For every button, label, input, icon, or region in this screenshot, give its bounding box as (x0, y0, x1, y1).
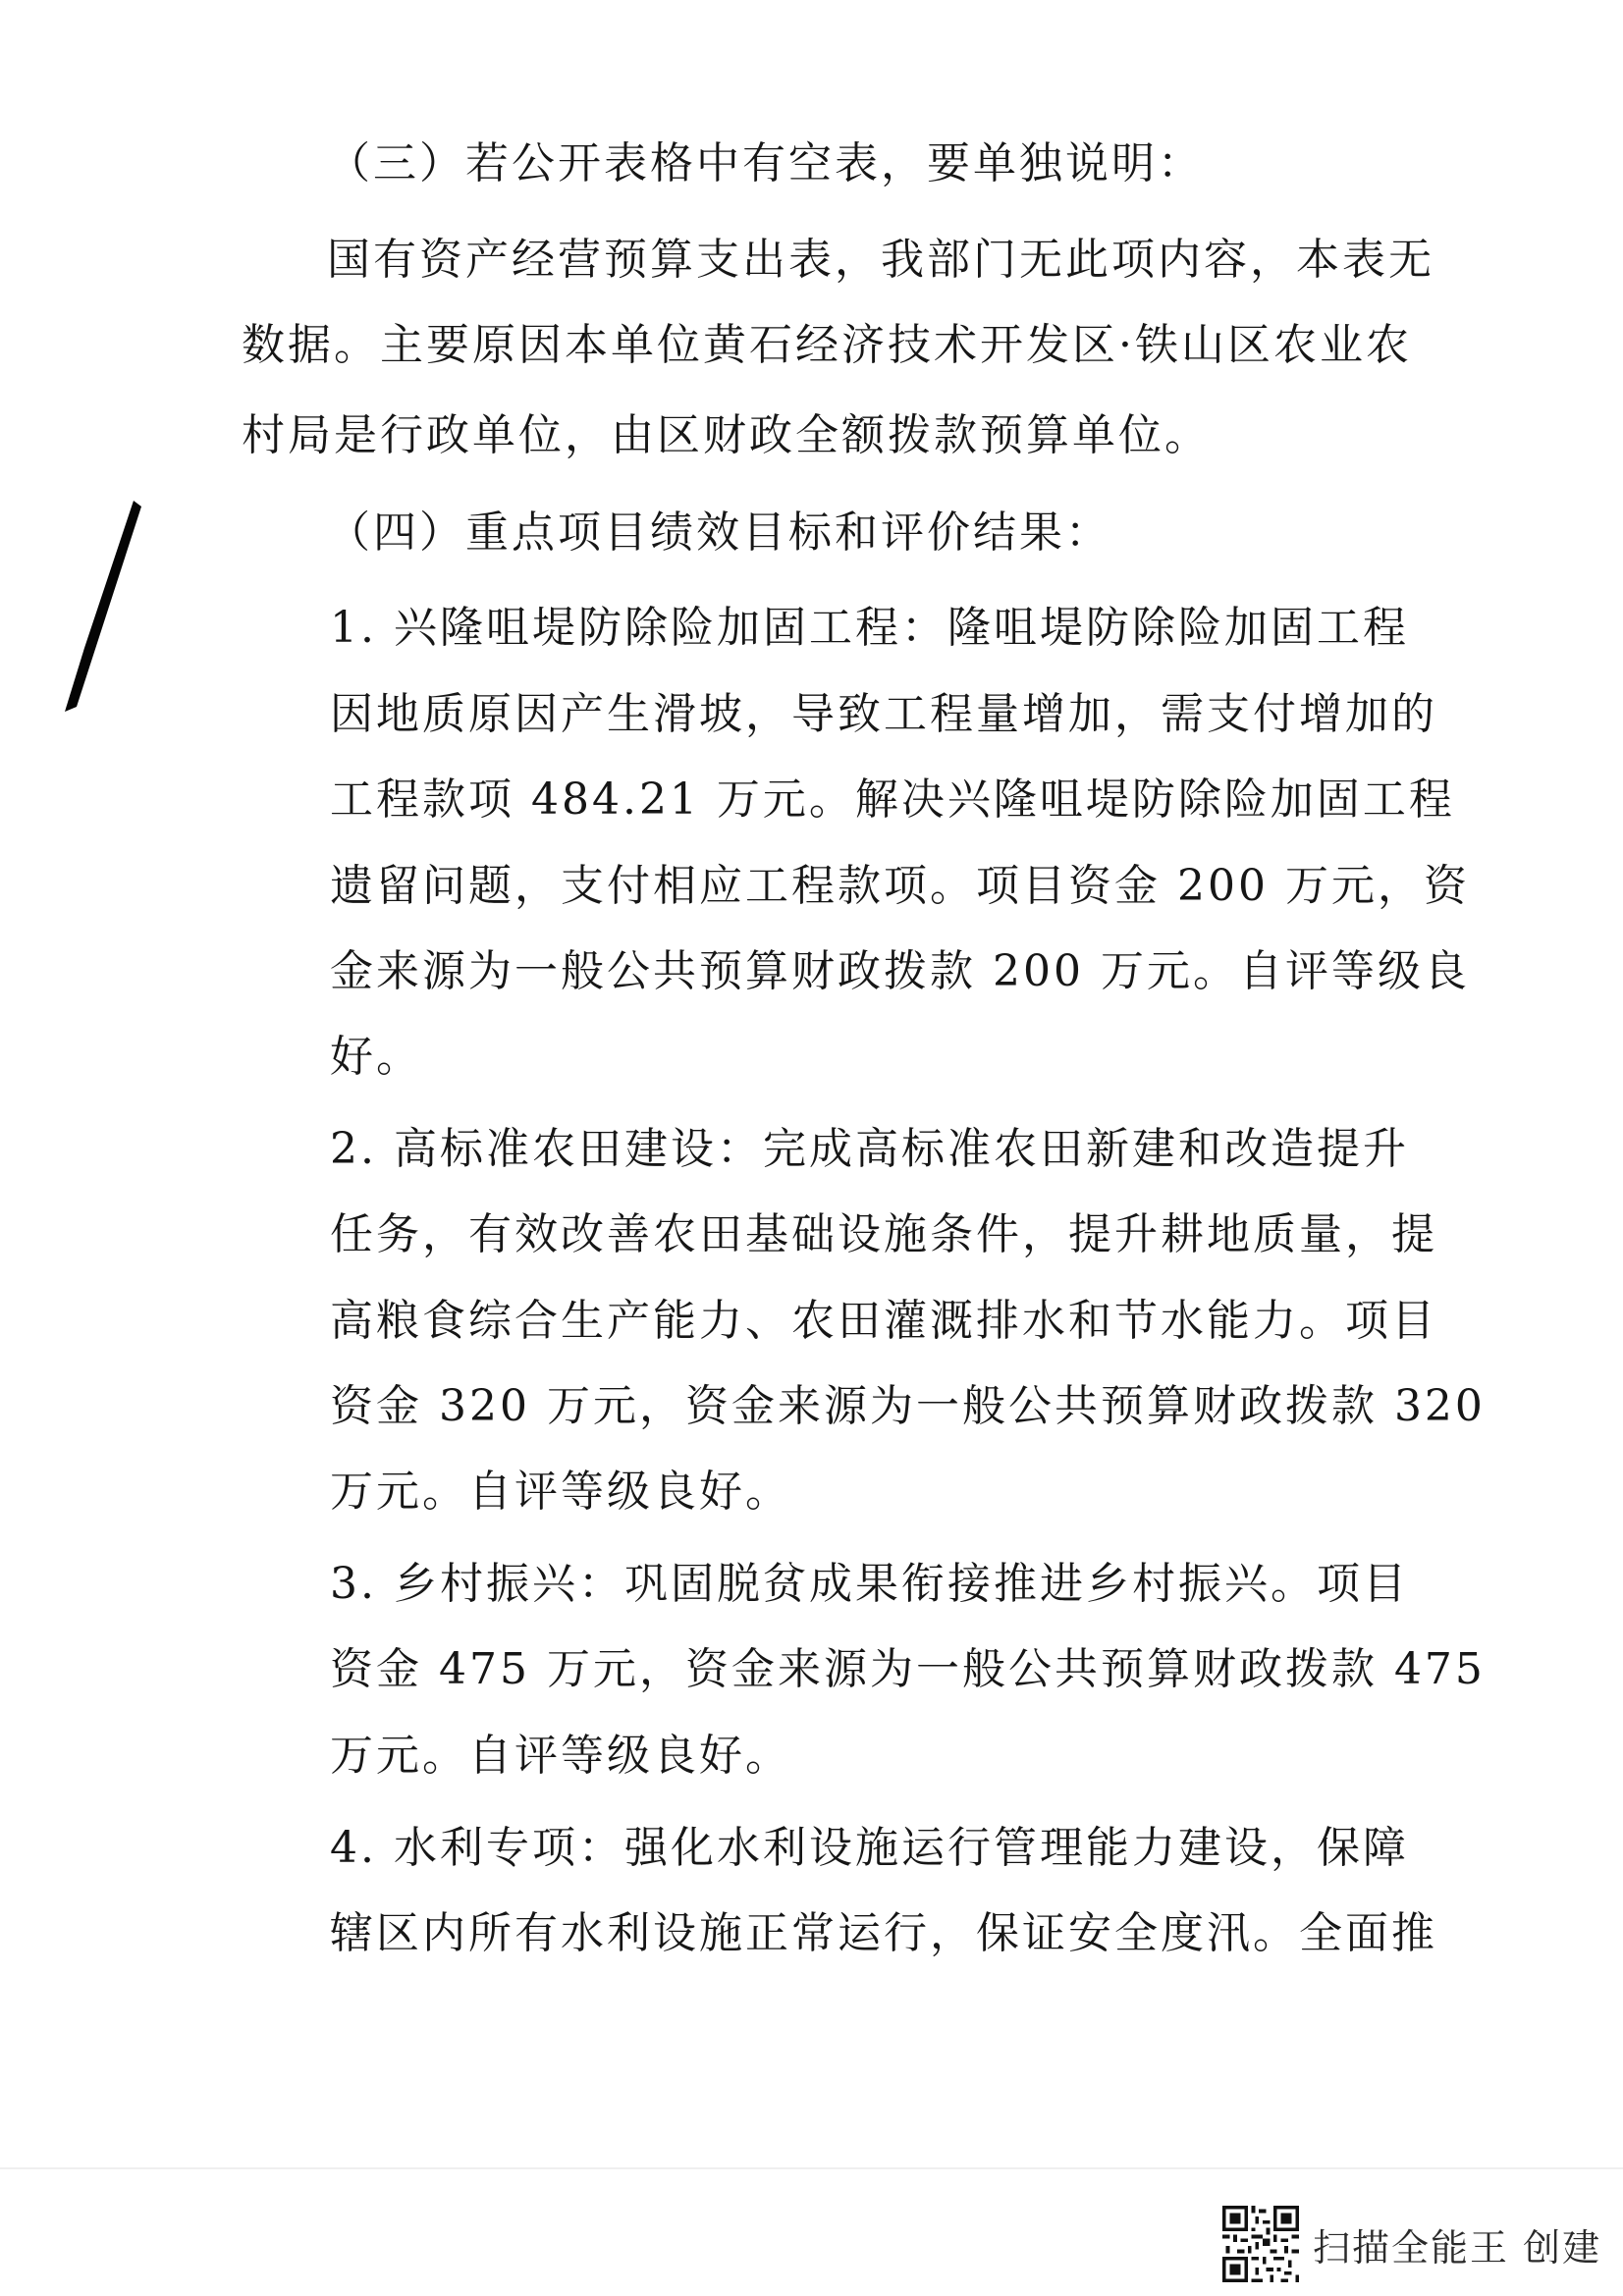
item-4-line: 4. 水利专项：强化水利设施运行管理能力建设，保障 (330, 1823, 1409, 1873)
item-1-line: 金来源为一般公共预算财政拨款 200 万元。自评等级良 (330, 946, 1470, 996)
text-line: 数据。主要原因本单位黄石经济技术开发区·铁山区农业农 (242, 320, 1412, 370)
item-2-line: 2. 高标准农田建设：完成高标准农田新建和改造提升 (330, 1124, 1409, 1174)
item-2-line: 任务，有效改善农田基础设施条件，提升耕地质量，提 (330, 1209, 1437, 1259)
item-1-line: 好。 (330, 1032, 422, 1082)
section-heading-4: （四）重点项目绩效目标和评价结果： (327, 507, 1111, 558)
item-4-line: 辖区内所有水利设施正常运行，保证安全度汛。全面推 (330, 1908, 1437, 1958)
item-1-line: 遗留问题，支付相应工程款项。项目资金 200 万元，资 (330, 861, 1470, 911)
item-2-line: 万元。自评等级良好。 (330, 1467, 791, 1517)
item-1-line: 1. 兴隆咀堤防除险加固工程：隆咀堤防除险加固工程 (330, 603, 1409, 653)
item-3-line: 万元。自评等级良好。 (330, 1731, 791, 1781)
item-1-line: 工程款项 484.21 万元。解决兴隆咀堤防除险加固工程 (330, 774, 1455, 825)
qr-code-icon (1222, 2206, 1299, 2282)
item-3-line: 资金 475 万元，资金来源为一般公共预算财政拨款 475 (330, 1644, 1486, 1694)
text-line: 村局是行政单位，由区财政全额拨款预算单位。 (242, 410, 1211, 460)
section-heading-3: （三）若公开表格中有空表，要单独说明： (327, 138, 1204, 188)
scanner-app-label: 扫描全能王 创建 (1313, 2225, 1602, 2269)
item-2-line: 资金 320 万元，资金来源为一般公共预算财政拨款 320 (330, 1381, 1486, 1431)
scanner-watermark (1222, 2205, 1601, 2283)
item-2-line: 高粮食综合生产能力、农田灌溉排水和节水能力。项目 (330, 1296, 1437, 1346)
page-bottom-divider (0, 2167, 1623, 2169)
text-line: 国有资产经营预算支出表，我部门无此项内容，本表无 (327, 235, 1434, 285)
item-1-line: 因地质原因产生滑坡，导致工程量增加，需支付增加的 (330, 689, 1437, 739)
item-3-line: 3. 乡村振兴：巩固脱贫成果衔接推进乡村振兴。项目 (330, 1559, 1409, 1609)
